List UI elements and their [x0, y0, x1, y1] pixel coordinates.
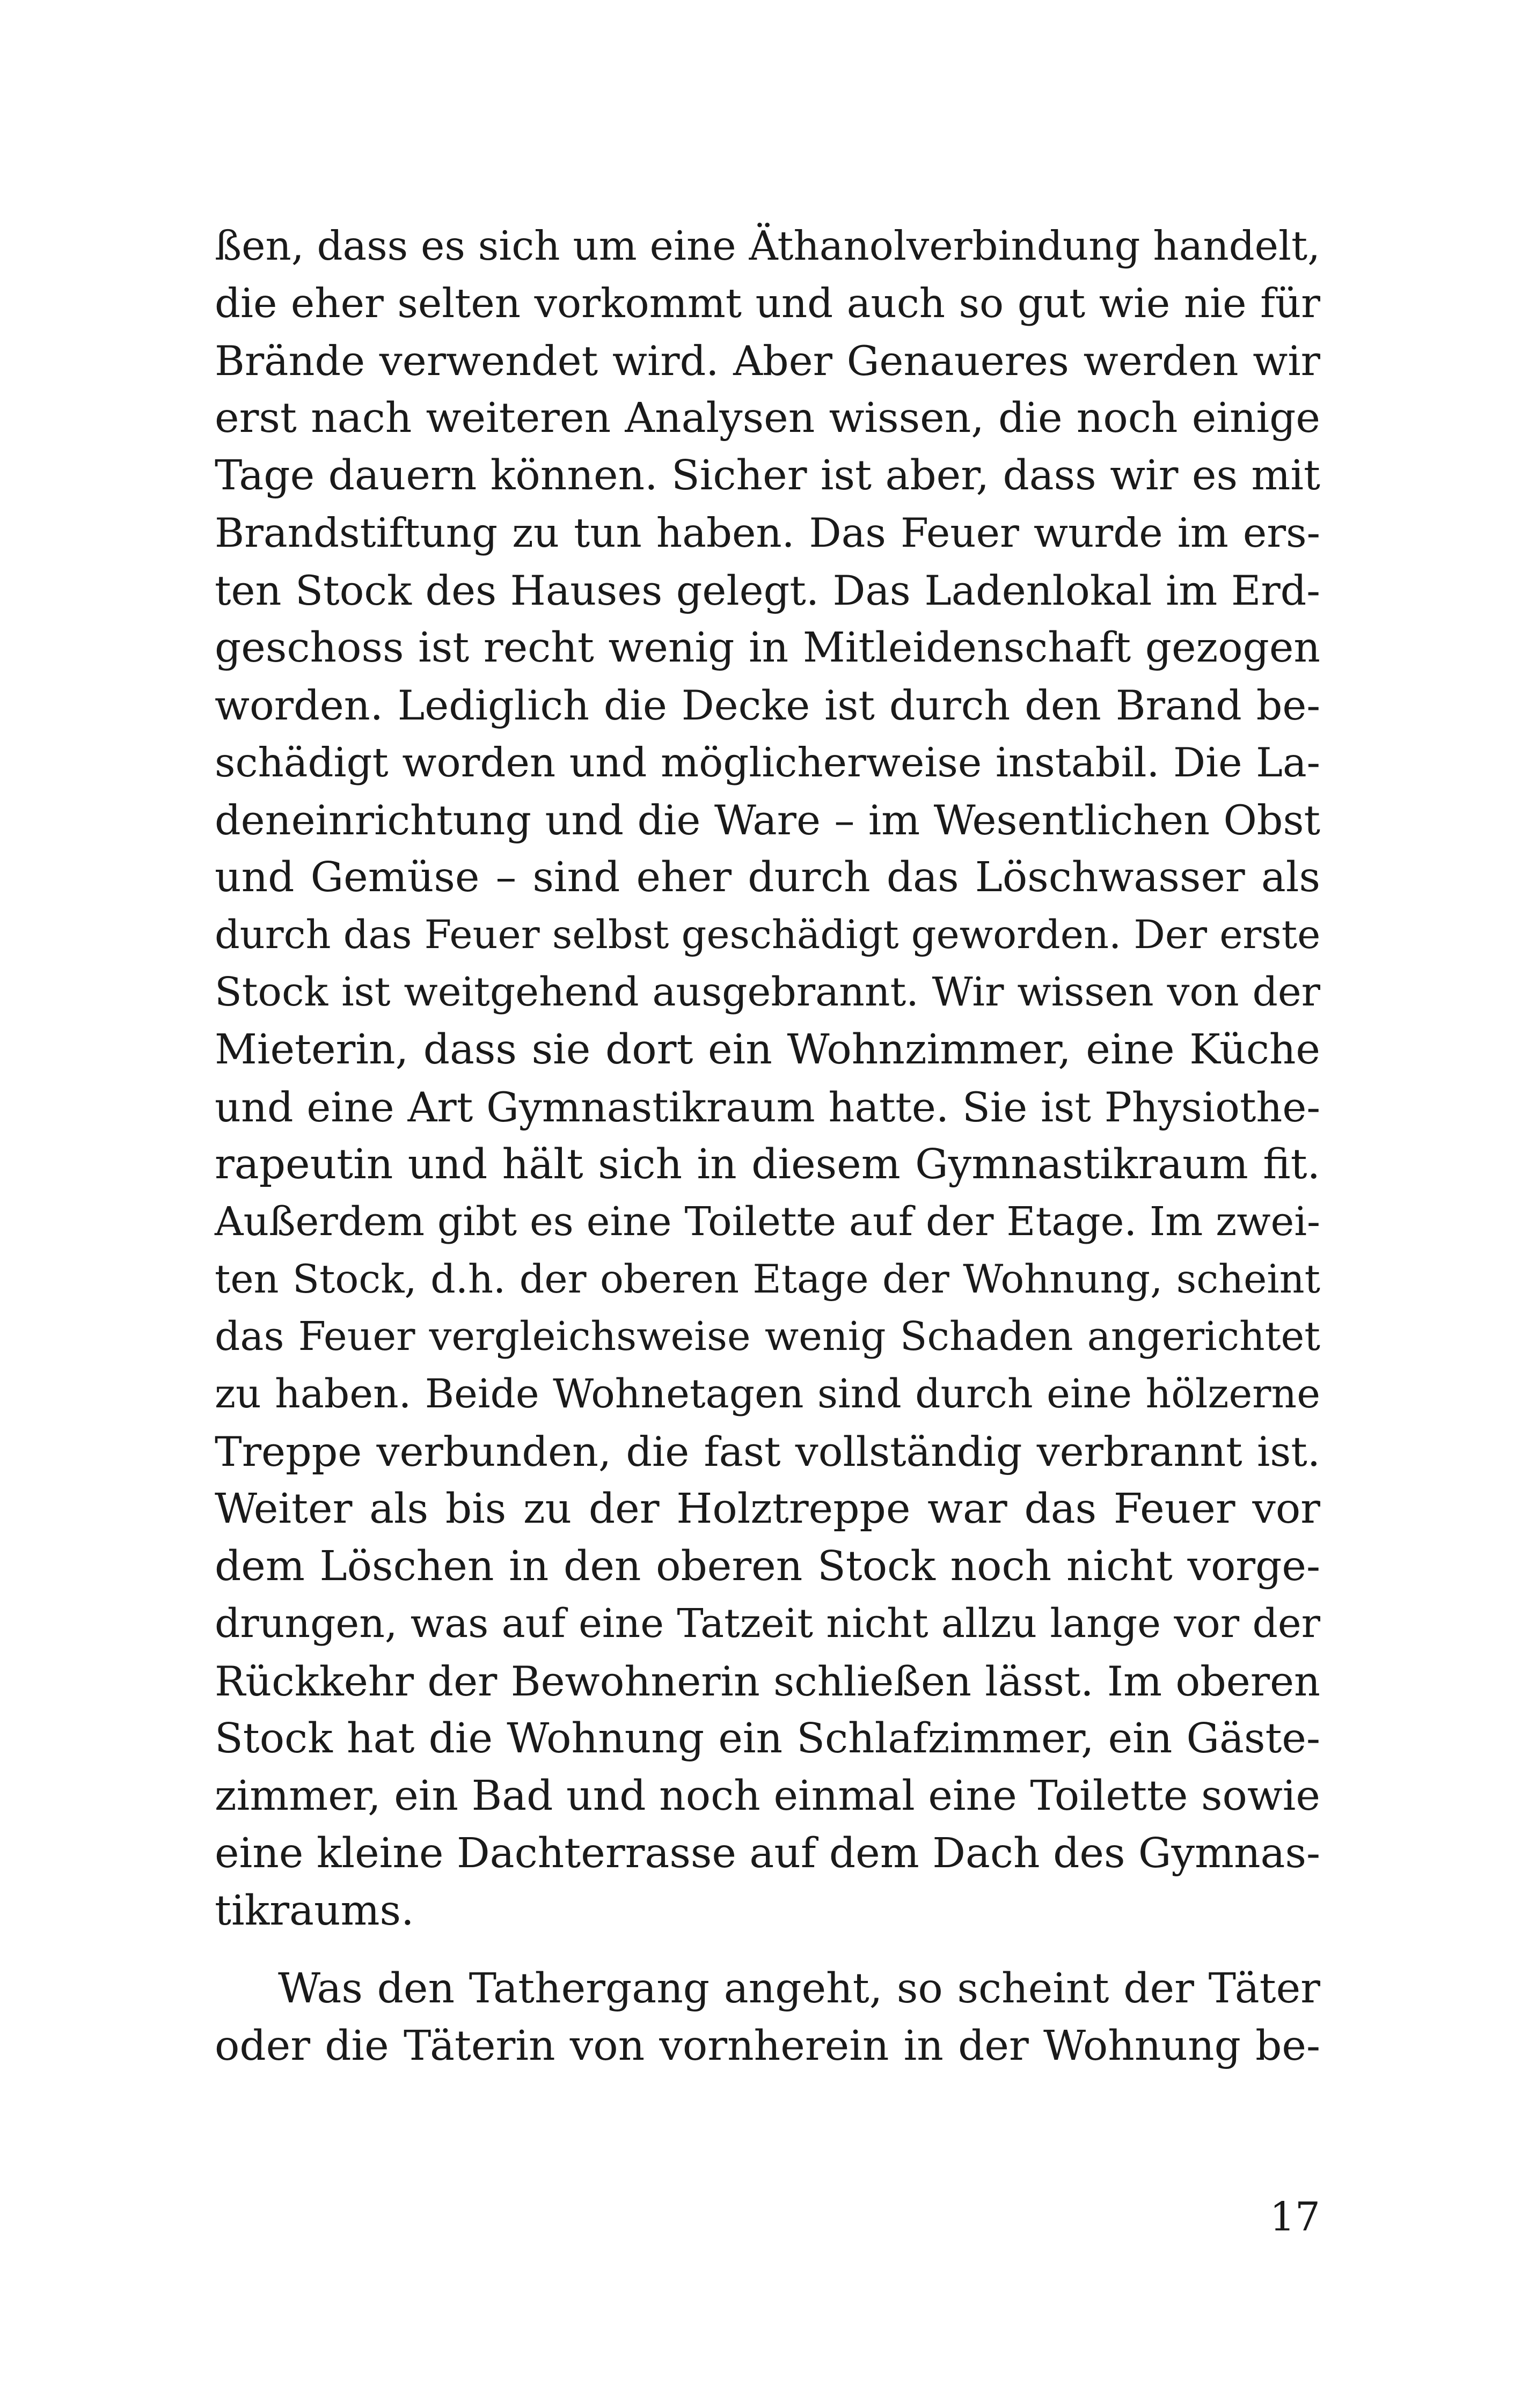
text-line: eine kleine Dachterrasse auf dem Dach des Gymnas-: [215, 1830, 1320, 1877]
text-line: die eher selten vorkommt und auch so gut wie nie für: [215, 280, 1320, 327]
text-line: worden. Lediglich die Decke ist durch den Brand be-: [215, 681, 1320, 729]
text-line: Brandstiftung zu tun haben. Das Feuer wurde im ers-: [215, 509, 1320, 556]
text-line: drungen, was auf eine Tatzeit nicht allzu lange vor der: [215, 1601, 1320, 1647]
text-line: Außerdem gibt es eine Toilette auf der Etage. Im zwei-: [215, 1199, 1320, 1245]
text-line: ten Stock des Hauses gelegt. Das Ladenlokal im Erd-: [215, 567, 1320, 614]
text-line: zu haben. Beide Wohnetagen sind durch eine hölzerne: [215, 1371, 1320, 1417]
text-line: oder die Täterin von vornherein in der Wohnung be-: [215, 2022, 1320, 2070]
text-line: rapeutin und hält sich in diesem Gymnastikraum fit.: [215, 1141, 1320, 1188]
text-line: Tage dauern können. Sicher ist aber, dass wir es mit: [215, 452, 1320, 500]
text-line: ten Stock, d.h. der oberen Etage der Wohnung, scheint: [215, 1257, 1320, 1302]
text-line: durch das Feuer selbst geschädigt geworden. Der erste: [215, 912, 1321, 958]
text-line: Stock hat die Wohnung ein Schlafzimmer, ein Gäste-: [215, 1715, 1320, 1763]
text-line: schädigt worden und möglicherweise instabil. Die La-: [215, 739, 1320, 786]
text-line: Treppe verbunden, die fast vollständig verbrannt ist.: [215, 1428, 1320, 1475]
paragraph-1: [215, 217, 1320, 1940]
text-line: Brände verwendet wird. Aber Genaueres werden wir: [215, 337, 1320, 385]
text-line: Was den Tathergang angeht, so scheint der Täter: [278, 1965, 1320, 2013]
text-line: tikraums.: [215, 1887, 414, 1935]
text-line: Rückkehr der Bewohnerin schließen lässt. Im oberen: [215, 1657, 1320, 1705]
text-line: geschoss ist recht wenig in Mitleidenschaft gezogen: [215, 624, 1320, 672]
text-line: und Gemüse – sind eher durch das Löschwasser als: [215, 854, 1320, 901]
text-line: deneinrichtung und die Ware – im Wesentlichen Obst: [215, 796, 1320, 844]
text-line: Mieterin, dass sie dort ein Wohnzimmer, eine Küche: [215, 1026, 1320, 1074]
text-line: ßen, dass es sich um eine Äthanolverbindung handelt,: [215, 222, 1321, 269]
text-line: zimmer, ein Bad und noch einmal eine Toilette sowie: [215, 1772, 1320, 1820]
paragraph-2: [215, 1960, 1320, 2075]
text-line: Weiter als bis zu der Holztreppe war das Feuer vor: [215, 1485, 1320, 1533]
text-line: das Feuer vergleichsweise wenig Schaden angerichtet: [215, 1313, 1320, 1360]
paragraph-gap: [215, 1940, 1320, 1960]
text-line: und eine Art Gymnastikraum hatte. Sie ist Physiothe-: [215, 1083, 1320, 1131]
text-line: erst nach weiteren Analysen wissen, die noch einige: [215, 394, 1320, 442]
page-number: 17: [1269, 2194, 1320, 2240]
text-line: dem Löschen in den oberen Stock noch nicht vorge-: [215, 1543, 1320, 1590]
text-line: Stock ist weitgehend ausgebrannt. Wir wissen von der: [215, 969, 1320, 1015]
body-text: [215, 217, 1320, 2075]
